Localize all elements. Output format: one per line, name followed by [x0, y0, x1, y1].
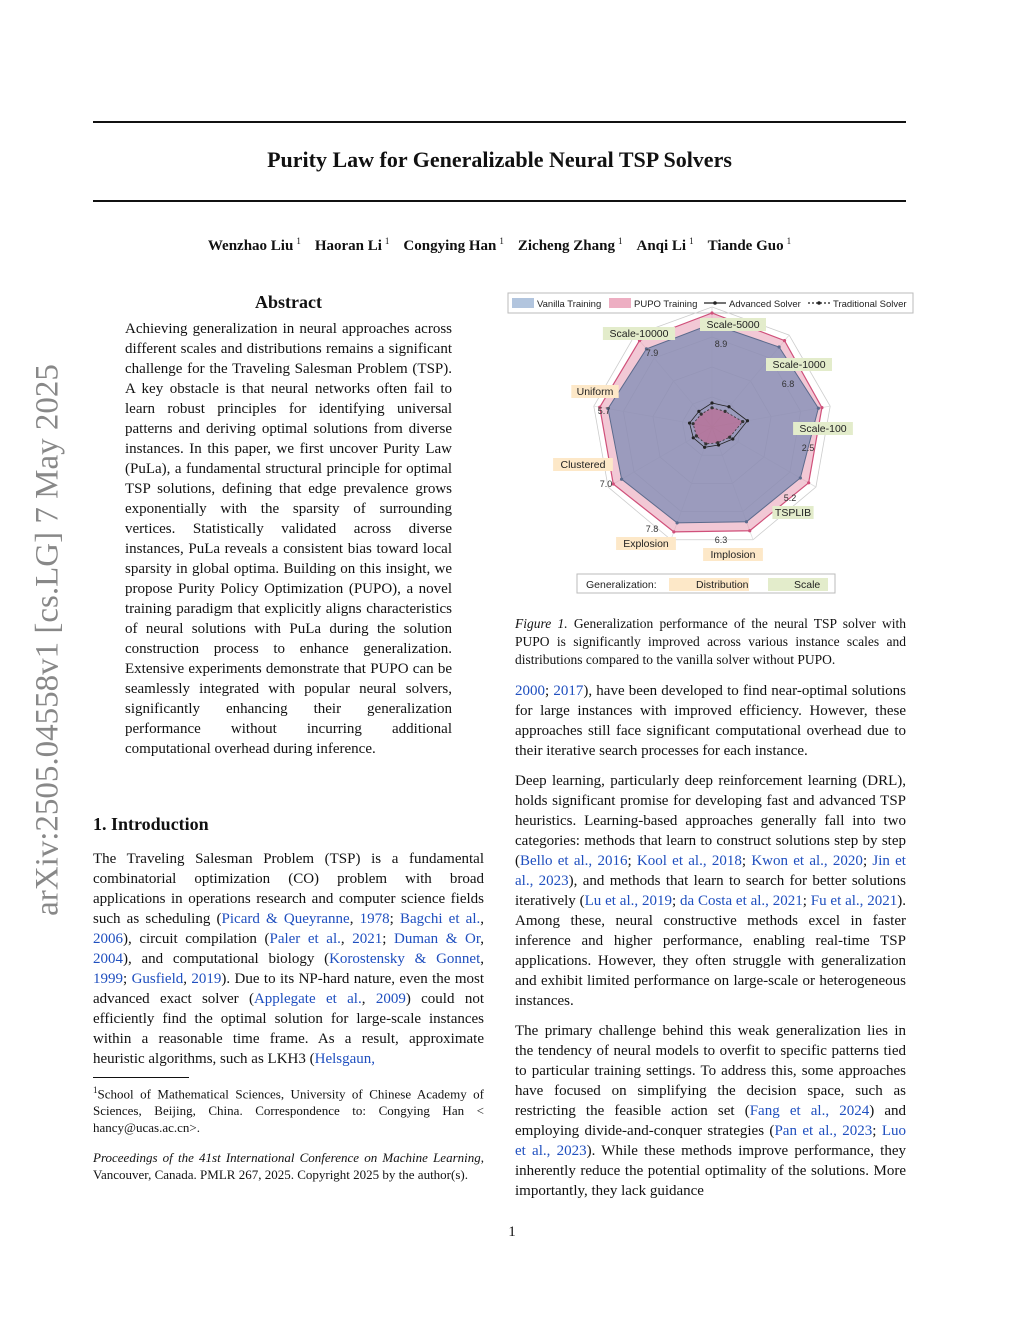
- axis-improvement-value: 7.0: [599, 479, 613, 489]
- axis-label: Scale-10000: [609, 328, 669, 340]
- data-point: [745, 520, 748, 523]
- citation[interactable]: Fang et al., 2024: [749, 1103, 870, 1119]
- citation[interactable]: Duman & Or: [394, 931, 481, 947]
- data-point: [778, 345, 781, 348]
- axis-label: TSPLIB: [774, 507, 812, 519]
- axis-improvement-value: 6.3: [714, 535, 728, 545]
- arxiv-watermark: arXiv:2505.04558v1 [cs.LG] 7 May 2025: [29, 364, 66, 916]
- legend-label: PUPO Training: [634, 299, 698, 310]
- footnote-rule: [93, 1077, 189, 1078]
- chart-legend: [508, 293, 913, 313]
- legend-label: Vanilla Training: [537, 299, 602, 310]
- data-point: [724, 410, 727, 413]
- author-name: Congying Han $^1$: [403, 236, 504, 254]
- citation[interactable]: 1978: [359, 911, 390, 927]
- citation[interactable]: Kool et al., 2018: [636, 853, 742, 869]
- citation[interactable]: 2017: [553, 683, 584, 699]
- citation[interactable]: 2004: [93, 951, 123, 967]
- citation[interactable]: Korostensky & Gonnet: [329, 951, 481, 967]
- axis-improvement-value: 7.8: [645, 524, 659, 534]
- data-point: [717, 443, 720, 446]
- data-point: [783, 339, 786, 342]
- author-name: Zicheng Zhang $^1$: [517, 236, 623, 254]
- citation[interactable]: Luo et al., 2023: [515, 1123, 906, 1159]
- generalization-legend: [577, 574, 835, 593]
- citation[interactable]: Bello et al., 2016: [520, 853, 628, 869]
- data-point: [676, 521, 679, 524]
- data-point: [799, 476, 802, 479]
- intro-paragraph-2: Deep learning, particularly deep reinforcement learning (DRL), holds significant promise for developing fast and advanced TSP heuristics. Learning-based approaches generally fall into two categories: methods that learn to construct solutions step by step (Bello et al., 2016; Kool et al., 2018; Kwon et al., 2020; Jin et al., 2023), and methods that learn to search for better solutions iteratively (Lu et al., 2019; da Costa et al., 2021; Fu et al., 2021). Among these, neural constructive methods excel in faster inference and higher performance, enabling real-time TSP applications. However, they often struggle with generalization and exhibit limited performance on large-scale or heterogeneous instances.: [515, 773, 907, 1009]
- axis-improvement-value: 5.7: [597, 406, 611, 416]
- abstract-heading: Abstract: [255, 292, 322, 312]
- author-name: Tiande Guo $^1$: [707, 236, 792, 254]
- author-name: Anqi Li $^1$: [636, 236, 694, 254]
- data-point: [741, 420, 744, 423]
- axis-improvement-value: 6.8: [781, 379, 795, 389]
- citation[interactable]: 2009: [375, 991, 406, 1007]
- citation[interactable]: Jin et al., 2023: [515, 853, 906, 889]
- citation[interactable]: 2000: [515, 683, 545, 699]
- data-point: [731, 437, 734, 440]
- citation[interactable]: 2021: [352, 931, 383, 947]
- citation[interactable]: 2006: [93, 931, 123, 947]
- generalization-legend-scale: Scale: [794, 579, 821, 591]
- intro-paragraph-1-continued: 2000; 2017), have been developed to find near-optimal solutions for large instances with improved efficiency. However, these approaches still face significant computational overhead due to their iterative search processes for each instance.: [515, 683, 907, 759]
- data-point: [620, 478, 623, 481]
- footnote: $^1$School of Mathematical Sciences, University of Chinese Academy of Sciences, Beijing, China. Correspondence to: Congying Han < hancy@ucas.ac.cn>.: [93, 1085, 484, 1136]
- legend-label: Traditional Solver: [833, 299, 907, 310]
- data-point: [817, 407, 820, 410]
- citation[interactable]: da Costa et al., 2021: [679, 893, 803, 909]
- legend-swatch-0: [512, 298, 534, 308]
- citation[interactable]: Bagchi et al.: [400, 911, 481, 927]
- author-name: Haoran Li $^1$: [314, 236, 390, 254]
- axis-improvement-value: 8.9: [714, 339, 728, 349]
- paper-title: Purity Law for Generalizable Neural TSP Solvers: [267, 147, 732, 172]
- data-point: [728, 436, 731, 439]
- axis-label: Scale-1000: [772, 359, 826, 371]
- data-point: [746, 419, 749, 422]
- data-point: [807, 481, 810, 484]
- axis-improvement-value: 2.5: [801, 443, 815, 453]
- data-point: [727, 405, 730, 408]
- citation[interactable]: Paler et al.: [269, 931, 341, 947]
- section-heading-introduction: 1. Introduction: [93, 814, 209, 834]
- top-rule: [93, 121, 906, 123]
- axis-label: Scale-100: [799, 423, 847, 435]
- citation[interactable]: Picard & Queyranne: [221, 911, 350, 927]
- title-bottom-rule: [93, 200, 906, 202]
- author-list: [93, 236, 906, 255]
- legend-swatch-1: [609, 298, 631, 308]
- data-point: [688, 421, 691, 424]
- axis-label: Clustered: [560, 459, 606, 471]
- intro-paragraph-3: The primary challenge behind this weak generalization lies in the tendency of neural models to overfit to specific patterns tied to particular training settings. To address this, some approaches have focused on simplifying the decision space, such as restricting the feasible action set (Fang et al., 2024) and employing divide-and-conquer strategies (Pan et al., 2023; Luo et al., 2023). While these methods improve performance, they inherently reduce the potential optimality of the solutions. More importantly, they lack guidance: [515, 1023, 907, 1199]
- legend-label: Advanced Solver: [729, 299, 801, 310]
- citation[interactable]: Applegate et al.: [253, 991, 362, 1007]
- data-point: [691, 422, 694, 425]
- citation[interactable]: 2019: [191, 971, 222, 987]
- axis-label: Implosion: [710, 549, 756, 561]
- citation[interactable]: Kwon et al., 2020: [751, 853, 863, 869]
- axis-improvement-value: 5.2: [783, 493, 797, 503]
- data-point: [672, 530, 675, 533]
- citation[interactable]: Helsgaun,: [314, 1051, 376, 1067]
- author-name: Wenzhao Liu $^1$: [207, 236, 301, 254]
- data-point: [710, 401, 713, 404]
- page-number: 1: [508, 1224, 516, 1240]
- data-point: [748, 529, 751, 532]
- axis-improvement-value: 7.9: [645, 348, 659, 358]
- citation[interactable]: Gusfield: [131, 971, 184, 987]
- citation[interactable]: Pan et al., 2023: [774, 1123, 873, 1139]
- generalization-legend-label: Generalization:: [586, 579, 657, 591]
- data-point: [703, 446, 706, 449]
- data-point: [704, 442, 707, 445]
- radar-chart: [506, 290, 916, 600]
- abstract-text: Achieving generalization in neural approaches across different scales and distributions remains a significant challenge for the Traveling Salesman Problem (TSP). A key obstacle is that neural networks often fail to learn robust principles for identifying universal patterns and deriving optimal solutions from diverse instances. In this paper, we first uncover Purity Law (PuLa), a fundamental structural principle for optimal TSP solutions, defining that edge prevalence grows exponentially with the sparsity of surrounding vertices. Statistically validated across diverse instances, PuLa reveals a consistent bias toward local sparsity in global optima. Building on this insight, we propose Purity Policy Optimization (PUPO), a novel training paradigm that explicitly aligns characteristics of neural solutions with PuLa during the solution construction process to enhance generalization. Extensive experiments demonstrate that PUPO can be seamlessly integrated with popular neural solvers, significantly enhancing their generalization performance without incurring additional computational overhead during inference.: [125, 321, 452, 757]
- data-point: [710, 311, 713, 314]
- data-point: [692, 436, 695, 439]
- citation[interactable]: Fu et al., 2021: [810, 893, 898, 909]
- citation[interactable]: 1999: [93, 971, 123, 987]
- data-point: [697, 410, 700, 413]
- axis-label: Explosion: [623, 538, 669, 550]
- intro-paragraph-1: The Traveling Salesman Problem (TSP) is a fundamental combinatorial optimization (CO) problem with broad applications in operations research and computer science fields such as scheduling (Picard & Queyranne, 1978; Bagchi et al., 2006), circuit compilation (Paler et al., 2021; Duman & Or, 2004), and computational biology (Korostensky & Gonnet, 1999; Gusfield, 2019). Due to its NP-hard nature, even the most advanced exact solver (Applegate et al., 2009) could not efficiently find the optimal solution for large-scale instances within a reasonable time frame. As a result, approximate heuristic algorithms, such as LKH3 (Helsgaun,: [93, 851, 485, 1067]
- citation[interactable]: Lu et al., 2019: [584, 893, 672, 909]
- axis-label: Scale-5000: [706, 319, 760, 331]
- proceedings-note: Proceedings of the 41st International Conference on Machine Learning, Vancouver, Canada. PMLR 267, 2025. Copyright 2025 by the author(s).: [93, 1150, 484, 1182]
- data-point: [700, 413, 703, 416]
- data-point: [695, 434, 698, 437]
- data-point: [710, 406, 713, 409]
- axis-label: Uniform: [576, 386, 614, 398]
- data-point: [820, 406, 823, 409]
- figure-caption: Figure 1. Generalization performance of the neural TSP solver with PUPO is significantly improved across various instance scales and distributions compared to the vanilla solver without PUPO.: [515, 616, 906, 667]
- generalization-legend-distribution: Distribution: [696, 579, 749, 591]
